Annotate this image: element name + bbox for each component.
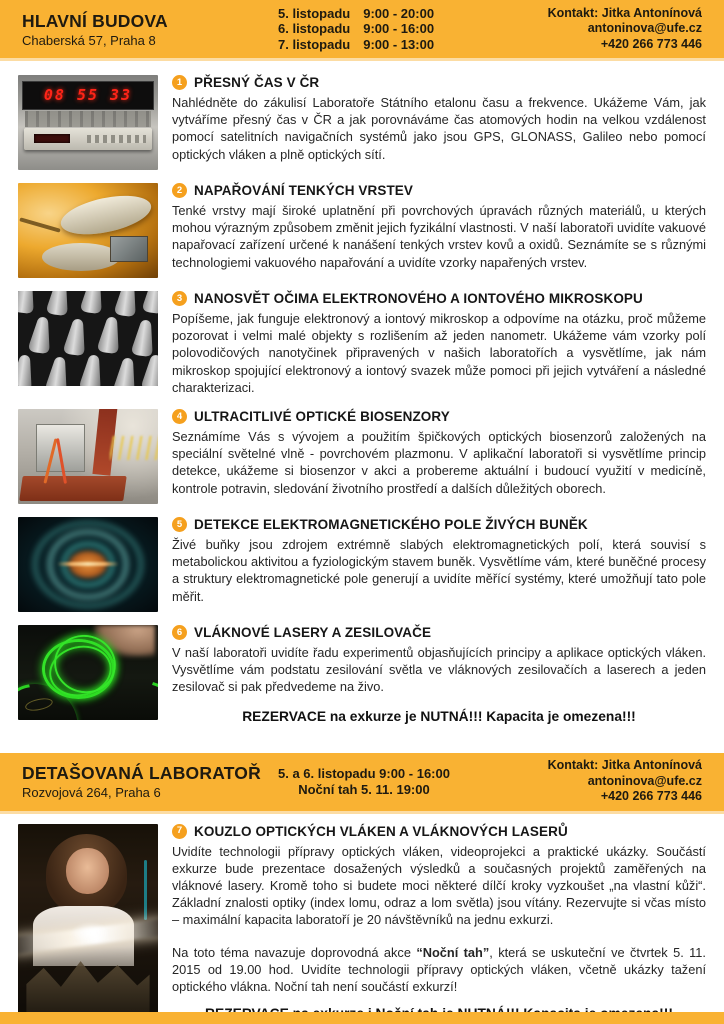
nanorods-graphic (18, 291, 158, 386)
section-paragraph: Seznámíme Vás s vývojem a použitím špičkových optických biosenzorů založených na speciální světelné vlně - povrchovém plazmonu. V aplikační laboratoři si vysvětlíme princip detekce, ukážeme si biosenzor v akci a probereme aktuální i budoucí využití v medicíně, kontrole potravin, sledování životního prostředí a dalších důležitých oborech. (172, 429, 706, 496)
schedule-time: 9:00 - 20:00 (363, 5, 435, 21)
number-badge: 4 (172, 409, 187, 424)
contact-block (548, 758, 702, 805)
hot-zone-glow (71, 922, 110, 944)
section-title: NANOSVĚT OČIMA ELEKTRONOVÉHO A IONTOVÉHO MIKROSKOPU (194, 291, 643, 306)
contact-name: Kontakt: Jitka Antonínová (547, 5, 702, 20)
researcher-face (66, 848, 109, 894)
section-title-row (172, 824, 706, 839)
section-title-row (172, 75, 706, 90)
main-content (0, 58, 724, 724)
chamber-arm (20, 217, 61, 232)
sample-holder (110, 236, 148, 262)
em-field-photo (18, 517, 158, 612)
section-paragraph: Tenké vrstvy mají široké uplatnění při povrchových úpravách různých materiálů, u kterých mohou výrazným způsobem změnit jejich fyzikální vlastnosti. V naší laboratoři uvidíte vakuové napařovací zařízení určené k nanášení tenkých vrstev kovů a oxidů. Seznámíte se s různými technologiemi vakuového napařování a uvidíte vzorky napařených vrstev. (172, 203, 706, 270)
night-run-prefix: Na toto téma navazuje doprovodná akce (172, 944, 417, 960)
section-em-field (18, 517, 706, 612)
header-main-building (0, 0, 724, 58)
schedule-day: 6. listopadu (278, 21, 351, 37)
researcher-photo (18, 824, 158, 1024)
sensor-base (19, 476, 126, 501)
contact-block (548, 6, 702, 53)
section-title-row (172, 409, 706, 424)
section-title-row (172, 517, 706, 532)
number-badge: 5 (172, 517, 187, 532)
night-run-suffix: , která se uskuteční ve čtvrtek 5. 11. 2015 od 19.00 hod. Uvidíte technologii přípravy optických vláken, včetně ukázky tažení optického vlákna. Noční tah není součástí exkurzí! (172, 944, 706, 995)
section-paragraph-night-run (172, 944, 706, 996)
section-optical-fiber-magic (18, 824, 706, 1024)
contact-phone: +420 266 773 446 (600, 36, 702, 51)
yellow-fibers (110, 436, 158, 461)
teal-tube (144, 860, 147, 920)
clock-display-panel (22, 81, 154, 110)
schedule-day: 7. listopadu (278, 36, 351, 52)
section-paragraph: Popíšeme, jak funguje elektronový a iontový mikroskop a odpovíme na otázku, proč můžeme pozorovat i velmi malé objekty s rozlišením až jeden nanometr. Ukážeme vám vzorky polí polovodičových nanotyčinek připravených v našich laboratořích a vysvětlíme, jak nám mikroskop spojující elektronový a iontový svazek může pomoci při jejich vytváření a následné charakterizaci. (172, 311, 706, 395)
section-nanoworld (18, 291, 706, 396)
section-biosensors (18, 409, 706, 504)
section-title: ULTRACITLIVÉ OPTICKÉ BIOSENZORY (194, 409, 450, 425)
lab-schedule-line: Noční tah 5. 11. 19:00 (298, 781, 430, 797)
counter-screen (34, 134, 70, 143)
lab-schedule-line: 5. a 6. listopadu 9:00 - 16:00 (278, 765, 450, 781)
section-precise-time (18, 75, 706, 170)
nanorods-sem-photo (18, 291, 158, 386)
section-paragraph: Živé buňky jsou zdrojem extrémně slabých elektromagnetických polí, která souvisí s metabolickou aktivitou a fyziologickým stavem buněk. Vysvětlíme vám, které buněčné procesy a struktury elektromagnetické pole generují a uvidíte měřící systémy, které umožňují tato pole měřit. (172, 537, 706, 604)
header-main-left (22, 11, 278, 48)
reservation-notice-main: REZERVACE na exkurze je NUTNÁ!!! Kapacita je omezena!!! (242, 708, 636, 724)
section-title-row (172, 183, 706, 198)
building-address: Chaberská 57, Praha 8 (22, 32, 156, 48)
lab-schedule (278, 766, 450, 798)
section-thin-films (18, 183, 706, 278)
number-badge: 6 (172, 625, 187, 640)
header-detached-lab (0, 753, 724, 811)
contact-phone: +420 266 773 446 (600, 789, 702, 804)
lab-content (0, 811, 724, 1024)
section-title-row (172, 625, 706, 640)
section-title: KOUZLO OPTICKÝCH VLÁKEN A VLÁKNOVÝCH LASERŮ (194, 823, 568, 839)
header-lab-left (22, 763, 278, 800)
chamber-plate (42, 243, 120, 272)
biosensor-photo (18, 409, 158, 504)
deposition-disc (57, 189, 154, 242)
section-title: VLÁKNOVÉ LASERY A ZESILOVAČE (194, 625, 432, 641)
building-title: HLAVNÍ BUDOVA (22, 10, 168, 31)
section-title: DETEKCE ELEKTROMAGNETICKÉHO POLE ŽIVÝCH BUNĚK (194, 517, 588, 533)
number-badge: 1 (172, 75, 187, 90)
section-paragraph: Uvidíte technologii přípravy optických vláken, videoprojekci a praktické ukázky. Součástí exkurze bude prezentace dosažených výsledků a současných projektů zaměřených na vláknové lasery. Kromě toho si budete moci některé dílčí kroky vyzkoušet „na vlastní kůži“. Základní znalosti optiky (index lomu, odraz a lom světla) jsou vítány. Rezervujte si včas místo – maximální kapacita laboratoří je 20 návštěvníků na jednu exkurzi. (172, 843, 706, 928)
contact-name: Kontakt: Jitka Antonínová (547, 758, 702, 773)
schedule-day: 5. listopadu (278, 5, 351, 21)
section-text-column (172, 517, 706, 612)
clock-digits: 08 55 33 (43, 86, 133, 105)
section-text-column (172, 183, 706, 278)
number-badge: 7 (172, 824, 187, 839)
section-text-column (172, 824, 706, 1024)
number-badge: 3 (172, 291, 187, 306)
section-title-row (172, 291, 706, 306)
cables-decoration (25, 111, 151, 127)
section-fiber-lasers (18, 625, 706, 724)
contact-email: antoninova@ufe.cz (587, 773, 702, 788)
lab-address: Rozvojová 264, Praha 6 (22, 785, 161, 801)
atomic-clock-photo (18, 75, 158, 170)
fiber-coil-photo (18, 625, 158, 720)
counter-keys (87, 135, 146, 143)
section-text-column (172, 291, 706, 396)
lab-title: DETAŠOVANÁ LABORATOŘ (22, 763, 261, 784)
night-run-name: “Noční tah” (416, 944, 490, 960)
footer-yellow-bar (0, 1012, 724, 1024)
section-text-column (172, 625, 706, 724)
section-paragraph: V naší laboratoři uvidíte řadu experimentů objasňujících principy a aplikace optických vláken. Vysvětlíme vám podstatu zesilování světla ve vláknových zesilovačích a laserech a jeden zesilovač si pak předvedeme na živo. (172, 645, 706, 695)
schedule-time: 9:00 - 13:00 (363, 36, 435, 52)
vacuum-chamber-photo (18, 183, 158, 278)
section-title: PŘESNÝ ČAS V ČR (194, 75, 320, 90)
schedule-time: 9:00 - 16:00 (363, 21, 435, 37)
frequency-counter (24, 128, 153, 150)
section-text-column (172, 75, 706, 170)
number-badge: 2 (172, 183, 187, 198)
opening-schedule (278, 6, 434, 53)
field-beam (57, 562, 119, 566)
contact-email: antoninova@ufe.cz (587, 21, 702, 36)
section-paragraph: Nahlédněte do zákulisí Laboratoře Státního etalonu času a frekvence. Ukážeme Vám, jak vytváříme přesný čas v ČR a jak porovnáváme čas atomových hodin na velkou vzdálenost pomocí satelitních navigačních systémů jako jsou GPS, GLONASS, Galileo nebo pomocí optických vláken a plně optických sítí. (172, 95, 706, 162)
section-text-column (172, 409, 706, 504)
section-title: NAPAŘOVÁNÍ TENKÝCH VRSTEV (194, 183, 414, 198)
